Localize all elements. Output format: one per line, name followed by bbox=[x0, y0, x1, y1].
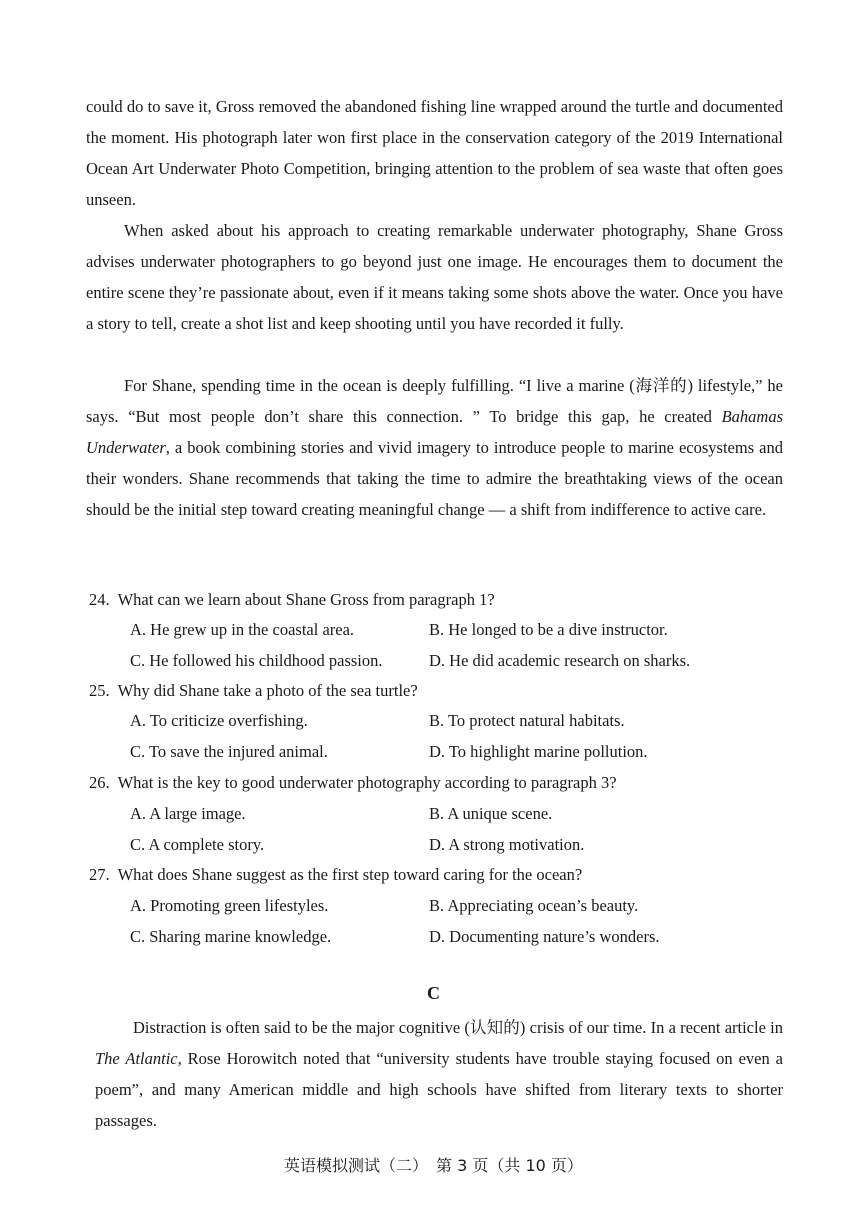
option-27-d[interactable]: D. Documenting nature’s wonders. bbox=[429, 927, 660, 946]
paragraph-3-text-a: For Shane, spending time in the ocean is deeply fulfilling. “I live a marine (海洋的) lifestyle,” he says. “But most people don’t share this connection. ” To bridge this gap, he created bbox=[86, 376, 783, 426]
option-24-b[interactable]: B. He longed to be a dive instructor. bbox=[429, 620, 668, 639]
option-24-a[interactable]: A. He grew up in the coastal area. bbox=[130, 620, 355, 639]
passage-paragraph-1: could do to save it, Gross removed the abandoned fishing line wrapped around the turtle and documented the moment. His photograph later won first place in the conservation category of the 2019 International Ocean Art Underwater Photo Competition, bringing attention to the problem of sea waste that often goes unseen. bbox=[86, 97, 783, 209]
book-title: Bahamas Underwater bbox=[86, 407, 783, 457]
option-27-b[interactable]: B. Appreciating ocean’s beauty. bbox=[429, 896, 639, 915]
option-25-b[interactable]: B. To protect natural habitats. bbox=[429, 711, 625, 730]
option-26-a[interactable]: A. A large image. bbox=[130, 804, 246, 823]
section-c-title: C bbox=[427, 983, 440, 1003]
question-number: 26. bbox=[89, 773, 110, 792]
option-25-a[interactable]: A. To criticize overfishing. bbox=[130, 711, 308, 730]
option-26-b[interactable]: B. A unique scene. bbox=[429, 804, 553, 823]
section-c-paragraph-1 bbox=[95, 1012, 783, 1136]
question-26 bbox=[89, 768, 617, 798]
question-25 bbox=[89, 676, 418, 706]
magazine-title: The Atlantic bbox=[95, 1049, 178, 1068]
page-footer: 英语模拟测试（二） 第 3 页（共 10 页） bbox=[284, 1156, 583, 1175]
question-text: What is the key to good underwater photography according to paragraph 3? bbox=[117, 773, 617, 792]
option-24-d[interactable]: D. He did academic research on sharks. bbox=[429, 651, 691, 670]
option-25-d[interactable]: D. To highlight marine pollution. bbox=[429, 742, 648, 761]
option-26-d[interactable]: D. A strong motivation. bbox=[429, 835, 585, 854]
question-text: What can we learn about Shane Gross from paragraph 1? bbox=[117, 590, 495, 609]
paragraph-3-text-b: , a book combining stories and vivid imagery to introduce people to marine ecosystems and their wonders. Shane recommends that taking the time to admire the breathtaking views of the ocean should be the initial step toward creating meaningful change — a shift from indifference to active care. bbox=[86, 438, 783, 519]
option-27-a[interactable]: A. Promoting green lifestyles. bbox=[130, 896, 329, 915]
question-number: 27. bbox=[89, 865, 110, 884]
option-24-c[interactable]: C. He followed his childhood passion. bbox=[130, 651, 383, 670]
passage-paragraph-3 bbox=[86, 370, 783, 525]
question-text: What does Shane suggest as the first step toward caring for the ocean? bbox=[117, 865, 583, 884]
option-27-c[interactable]: C. Sharing marine knowledge. bbox=[130, 927, 332, 946]
question-number: 25. bbox=[89, 681, 110, 700]
passage-paragraph-2: When asked about his approach to creating remarkable underwater photography, Shane Gross advises underwater photographers to go beyond just one image. He encourages them to document the entire scene they’re passionate about, even if it means taking some shots above the water. Once you have a story to tell, create a shot list and keep shooting until you have recorded it fully. bbox=[86, 221, 783, 333]
section-c-text-b: , Rose Horowitch noted that “university students have trouble staying focused on even a poem”, and many American middle and high schools have shifted from literary texts to shorter passages. bbox=[95, 1049, 783, 1130]
question-24 bbox=[89, 585, 495, 615]
question-27 bbox=[89, 860, 582, 890]
section-c-text-a: Distraction is often said to be the major cognitive (认知的) crisis of our time. In a recent article in bbox=[133, 1018, 783, 1037]
question-number: 24. bbox=[89, 590, 110, 609]
option-26-c[interactable]: C. A complete story. bbox=[130, 835, 265, 854]
question-text: Why did Shane take a photo of the sea turtle? bbox=[117, 681, 418, 700]
option-25-c[interactable]: C. To save the injured animal. bbox=[130, 742, 328, 761]
